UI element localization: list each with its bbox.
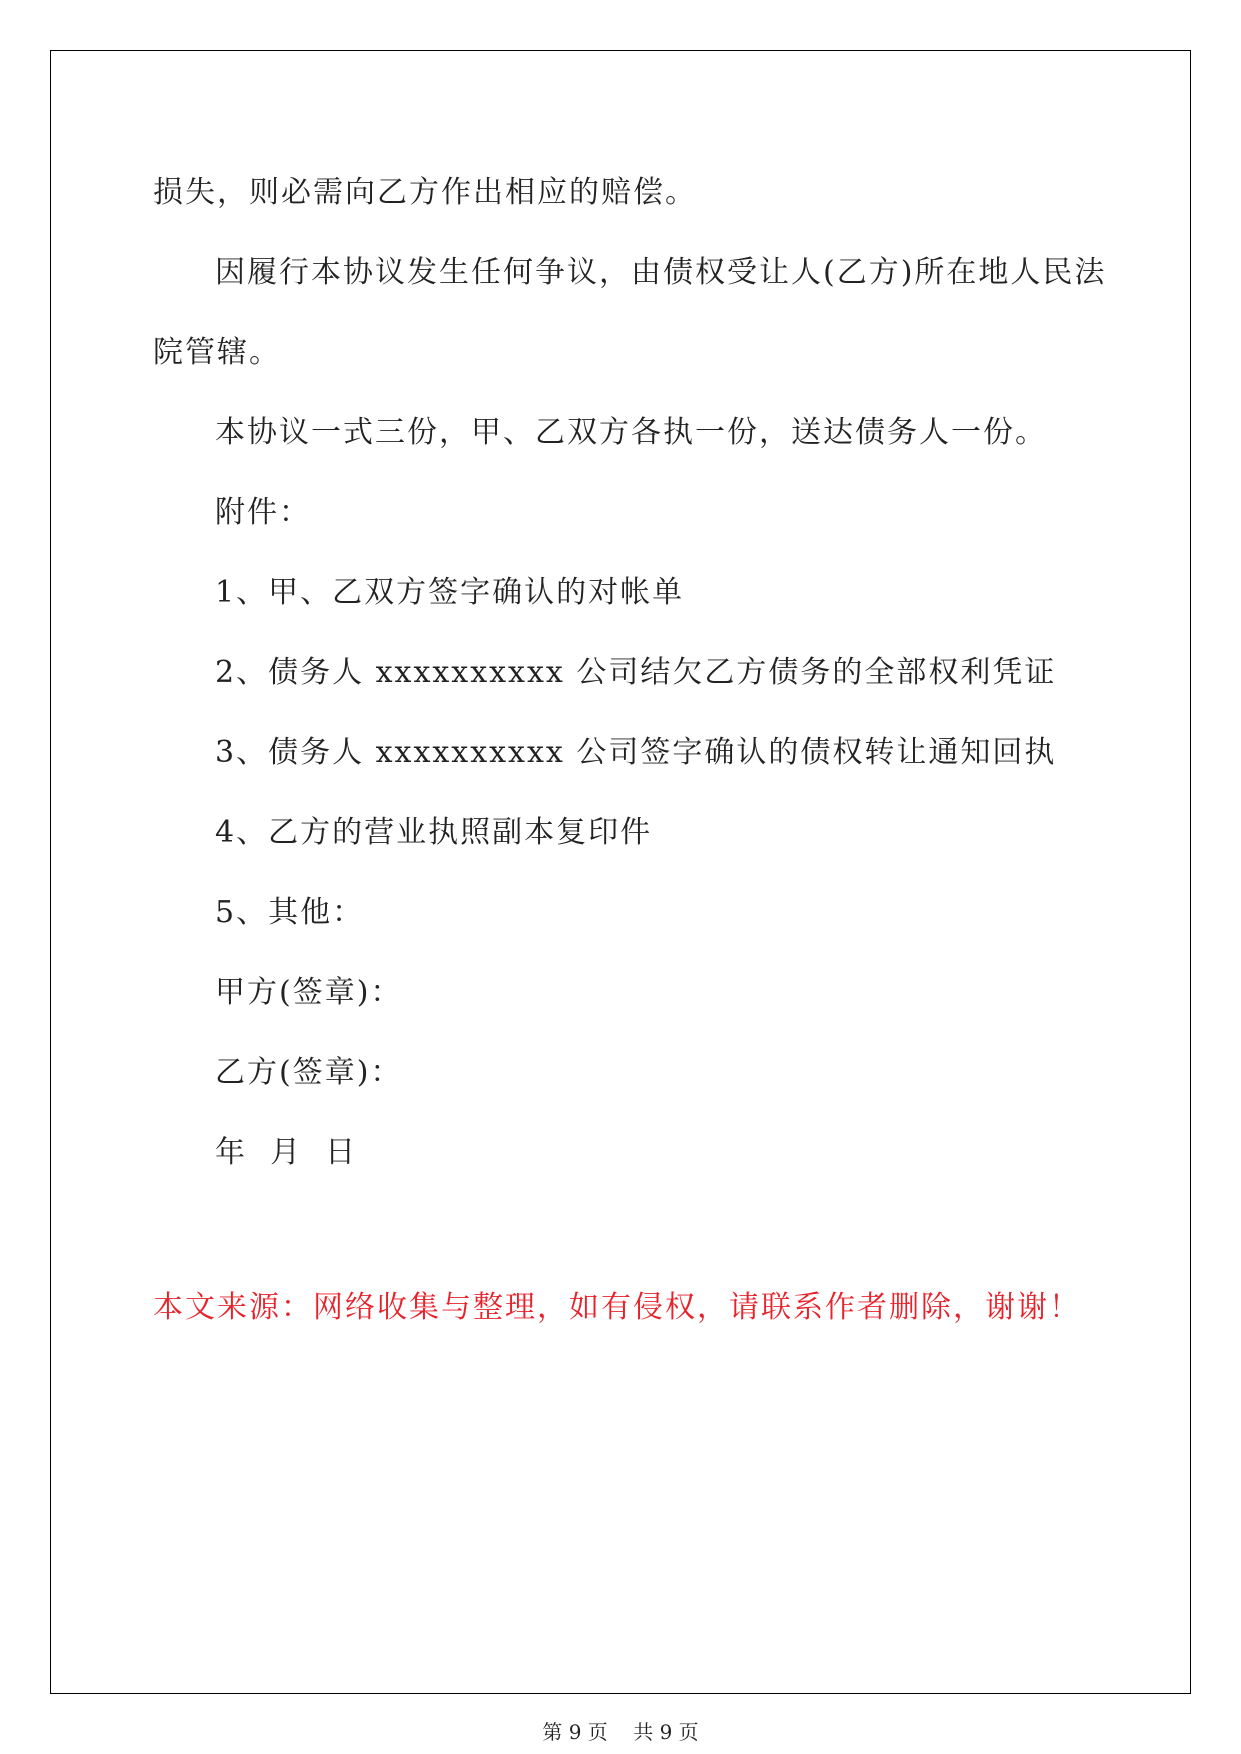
- attachments-heading: 附件：: [215, 495, 311, 530]
- paragraph-line: 损失，则必需向乙方作出相应的赔偿。: [153, 175, 697, 210]
- paragraph-line: 本协议一式三份，甲、乙双方各执一份，送达债务人一份。: [215, 415, 1047, 450]
- paragraph-line: 因履行本协议发生任何争议，由债权受让人(乙方)所在地人民法: [215, 255, 1107, 290]
- page-number: 第 9 页 共 9 页: [542, 1720, 699, 1744]
- paragraph-line: 院管辖。: [153, 335, 281, 370]
- signature-party-b: 乙方(签章)：: [215, 1055, 403, 1090]
- attachment-item: 5、其他：: [215, 895, 365, 930]
- attachment-item: 1、甲、乙双方签字确认的对帐单: [215, 575, 685, 610]
- page-border: [50, 50, 1191, 1694]
- signature-party-a: 甲方(签章)：: [215, 975, 403, 1010]
- source-notice: 本文来源：网络收集与整理，如有侵权，请联系作者删除，谢谢！: [153, 1290, 1081, 1325]
- attachment-item: 3、债务人 xxxxxxxxxx 公司签字确认的债权转让通知回执: [215, 735, 1057, 770]
- attachment-item: 4、乙方的营业执照副本复印件: [215, 815, 653, 850]
- attachment-item: 2、债务人 xxxxxxxxxx 公司结欠乙方债务的全部权利凭证: [215, 655, 1057, 690]
- signature-date: 年 月 日: [215, 1135, 358, 1170]
